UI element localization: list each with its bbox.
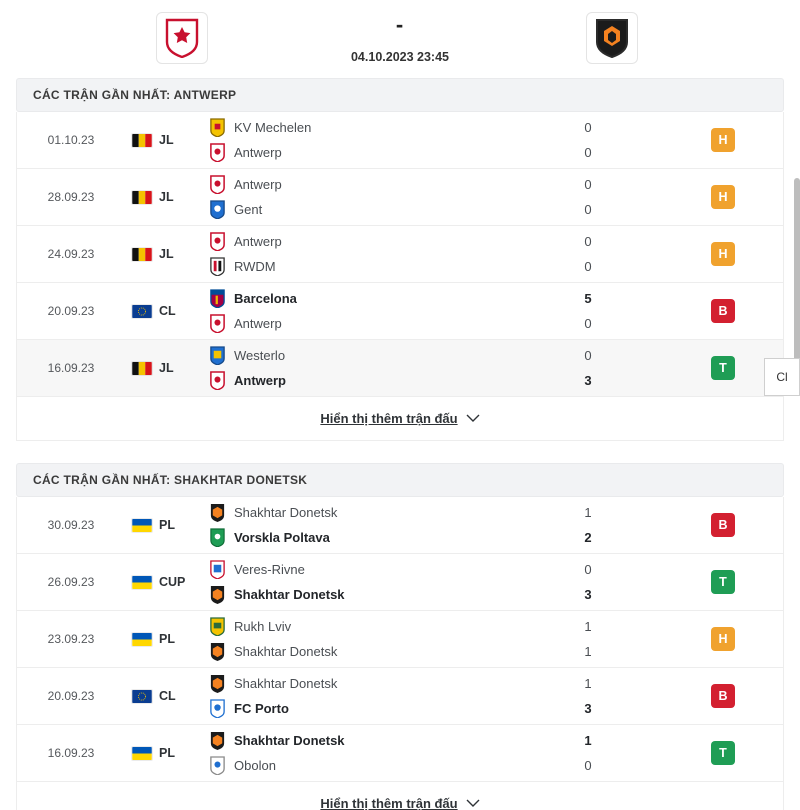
scores-cell — [513, 112, 663, 168]
competition-cell — [125, 497, 199, 553]
away-score: 0 — [584, 315, 592, 331]
result-badge: B — [711, 513, 735, 537]
match-date: 16.09.23 — [47, 746, 95, 760]
belgium-flag-icon — [131, 133, 153, 148]
recent-matches-section-away — [16, 463, 784, 810]
competition-label: PL — [159, 632, 175, 646]
home-score: 1 — [584, 504, 592, 520]
away-team-line — [209, 144, 513, 162]
away-score: 3 — [584, 700, 592, 716]
result-cell — [663, 668, 783, 724]
away-team-line — [209, 315, 513, 333]
away-team-line — [209, 643, 513, 661]
match-list-home — [16, 112, 784, 397]
club-crest-icon — [209, 503, 226, 522]
away-score: 0 — [584, 757, 592, 773]
belgium-flag-icon — [131, 247, 153, 262]
home-score: 1 — [584, 675, 592, 691]
team-name: Antwerp — [234, 234, 282, 249]
away-score: 0 — [584, 144, 592, 160]
away-team-line — [209, 258, 513, 276]
match-date: 28.09.23 — [47, 190, 95, 204]
edge-tooltip: Cl — [764, 358, 800, 396]
competition-label: JL — [159, 247, 174, 261]
competition-cell — [125, 283, 199, 339]
competition-label: CL — [159, 689, 176, 703]
result-badge: T — [711, 741, 735, 765]
section-gap — [0, 441, 800, 463]
match-date: 01.10.23 — [47, 133, 95, 147]
home-team-line — [209, 504, 513, 522]
club-crest-icon — [209, 175, 226, 194]
home-score: 1 — [584, 618, 592, 634]
competition-label: CL — [159, 304, 176, 318]
show-more-matches-home[interactable] — [16, 397, 784, 441]
score-center — [0, 14, 800, 64]
away-team-line — [209, 201, 513, 219]
home-score: 0 — [584, 233, 592, 249]
team-name: Shakhtar Donetsk — [234, 644, 338, 659]
club-crest-icon — [209, 528, 226, 547]
competition-cell — [125, 112, 199, 168]
result-cell — [663, 112, 783, 168]
scores-cell — [513, 554, 663, 610]
result-cell — [663, 169, 783, 225]
away-score: 2 — [584, 529, 592, 545]
result-cell — [663, 283, 783, 339]
ukraine-flag-icon — [131, 746, 153, 761]
team-name: Antwerp — [234, 145, 282, 160]
ukraine-flag-icon — [131, 575, 153, 590]
scores-cell — [513, 668, 663, 724]
club-crest-icon — [209, 585, 226, 604]
shakhtar-crest-icon — [594, 18, 630, 58]
club-crest-icon — [209, 346, 226, 365]
section-title-home: CÁC TRẬN GẦN NHẤT: ANTWERP — [16, 78, 784, 112]
team-name: Antwerp — [234, 316, 282, 331]
match-date: 30.09.23 — [47, 518, 95, 532]
scores-cell — [513, 340, 663, 396]
match-date: 23.09.23 — [47, 632, 95, 646]
match-date: 20.09.23 — [47, 304, 95, 318]
competition-cell — [125, 554, 199, 610]
team-name: Barcelona — [234, 291, 297, 306]
team-name: Antwerp — [234, 373, 286, 388]
home-team-line — [209, 119, 513, 137]
team-name: RWDM — [234, 259, 276, 274]
home-team-line — [209, 347, 513, 365]
away-team-line — [209, 372, 513, 390]
teams-cell — [199, 554, 513, 610]
competition-label: CUP — [159, 575, 186, 589]
home-score: 5 — [584, 290, 592, 306]
competition-label: JL — [159, 190, 174, 204]
result-badge: T — [711, 570, 735, 594]
result-badge: H — [711, 627, 735, 651]
europe-flag-icon — [131, 689, 153, 704]
competition-cell — [125, 725, 199, 781]
table-row[interactable] — [17, 283, 783, 340]
away-score: 0 — [584, 201, 592, 217]
away-team-line — [209, 700, 513, 718]
europe-flag-icon — [131, 304, 153, 319]
chevron-down-icon — [466, 799, 480, 808]
result-cell — [663, 725, 783, 781]
score-value: - — [395, 12, 405, 37]
page-scrollbar[interactable] — [794, 178, 800, 374]
club-crest-icon — [209, 756, 226, 775]
result-badge: H — [711, 242, 735, 266]
table-row[interactable] — [17, 725, 783, 782]
team-name: Gent — [234, 202, 263, 217]
team-name: Rukh Lviv — [234, 619, 292, 634]
result-cell — [663, 497, 783, 553]
competition-cell — [125, 340, 199, 396]
home-team-line — [209, 233, 513, 251]
match-date: 26.09.23 — [47, 575, 95, 589]
club-crest-icon — [209, 674, 226, 693]
team-name: Vorskla Poltava — [234, 530, 330, 545]
club-crest-icon — [209, 642, 226, 661]
away-score: 3 — [584, 586, 592, 602]
scores-cell — [513, 226, 663, 282]
home-team-line — [209, 176, 513, 194]
match-date: 24.09.23 — [47, 247, 95, 261]
result-cell — [663, 554, 783, 610]
club-crest-icon — [209, 118, 226, 137]
competition-label: PL — [159, 746, 175, 760]
away-score: 3 — [584, 372, 592, 388]
away-team-line — [209, 757, 513, 775]
home-team-line — [209, 732, 513, 750]
competition-label: PL — [159, 518, 175, 532]
away-team-line — [209, 529, 513, 547]
home-score: 1 — [584, 732, 592, 748]
table-row[interactable] — [17, 611, 783, 668]
club-crest-icon — [209, 560, 226, 579]
table-row[interactable] — [17, 340, 783, 397]
club-crest-icon — [209, 257, 226, 276]
scores-cell — [513, 283, 663, 339]
scores-cell — [513, 611, 663, 667]
competition-label: JL — [159, 133, 174, 147]
home-team-line — [209, 675, 513, 693]
home-score: 0 — [584, 347, 592, 363]
ukraine-flag-icon — [131, 632, 153, 647]
club-crest-icon — [209, 200, 226, 219]
table-row[interactable] — [17, 668, 783, 725]
club-crest-icon — [209, 314, 226, 333]
club-crest-icon — [209, 371, 226, 390]
team-name: KV Mechelen — [234, 120, 312, 135]
team-name: FC Porto — [234, 701, 289, 716]
table-row[interactable] — [17, 112, 783, 169]
teams-cell — [199, 112, 513, 168]
competition-cell — [125, 611, 199, 667]
home-score: 0 — [584, 561, 592, 577]
competition-cell — [125, 668, 199, 724]
away-team-line — [209, 586, 513, 604]
team-name: Shakhtar Donetsk — [234, 733, 345, 748]
team-name: Westerlo — [234, 348, 286, 363]
section-title-away: CÁC TRẬN GẦN NHẤT: SHAKHTAR DONETSK — [16, 463, 784, 497]
teams-cell — [199, 169, 513, 225]
result-cell — [663, 611, 783, 667]
scores-cell — [513, 169, 663, 225]
teams-cell — [199, 611, 513, 667]
match-date: 20.09.23 — [47, 689, 95, 703]
belgium-flag-icon — [131, 361, 153, 376]
match-datetime: 04.10.2023 23:45 — [350, 50, 449, 64]
competition-label: JL — [159, 361, 174, 375]
table-row[interactable] — [17, 169, 783, 226]
teams-cell — [199, 340, 513, 396]
match-date: 16.09.23 — [47, 361, 95, 375]
home-score: 0 — [584, 176, 592, 192]
team-name: Shakhtar Donetsk — [234, 587, 345, 602]
home-team-line — [209, 290, 513, 308]
show-more-matches-away[interactable] — [16, 782, 784, 810]
club-crest-icon — [209, 699, 226, 718]
club-crest-icon — [209, 731, 226, 750]
result-badge: B — [711, 299, 735, 323]
result-badge: H — [711, 185, 735, 209]
table-row[interactable] — [17, 554, 783, 611]
team-name: Antwerp — [234, 177, 282, 192]
show-more-label: Hiển thị thêm trận đấu — [320, 796, 458, 810]
table-row[interactable] — [17, 497, 783, 554]
ukraine-flag-icon — [131, 518, 153, 533]
result-badge: H — [711, 128, 735, 152]
result-badge: T — [711, 356, 735, 380]
teams-cell — [199, 725, 513, 781]
team-name: Shakhtar Donetsk — [234, 676, 338, 691]
home-team-line — [209, 618, 513, 636]
result-badge: B — [711, 684, 735, 708]
competition-cell — [125, 226, 199, 282]
teams-cell — [199, 668, 513, 724]
teams-cell — [199, 497, 513, 553]
show-more-label: Hiển thị thêm trận đấu — [320, 411, 458, 426]
scores-cell — [513, 497, 663, 553]
table-row[interactable] — [17, 226, 783, 283]
scores-cell — [513, 725, 663, 781]
away-score: 0 — [584, 258, 592, 274]
club-crest-icon — [209, 289, 226, 308]
chevron-down-icon — [466, 414, 480, 423]
result-cell — [663, 226, 783, 282]
match-scoreboard — [0, 0, 800, 78]
competition-cell — [125, 169, 199, 225]
belgium-flag-icon — [131, 190, 153, 205]
club-crest-icon — [209, 617, 226, 636]
recent-matches-section-home — [16, 78, 784, 441]
away-team-badge[interactable] — [586, 12, 638, 64]
team-name: Shakhtar Donetsk — [234, 505, 338, 520]
team-name: Veres-Rivne — [234, 562, 305, 577]
club-crest-icon — [209, 143, 226, 162]
away-score: 1 — [584, 643, 592, 659]
club-crest-icon — [209, 232, 226, 251]
team-name: Obolon — [234, 758, 276, 773]
teams-cell — [199, 226, 513, 282]
home-score: 0 — [584, 119, 592, 135]
home-team-line — [209, 561, 513, 579]
match-list-away — [16, 497, 784, 782]
teams-cell — [199, 283, 513, 339]
